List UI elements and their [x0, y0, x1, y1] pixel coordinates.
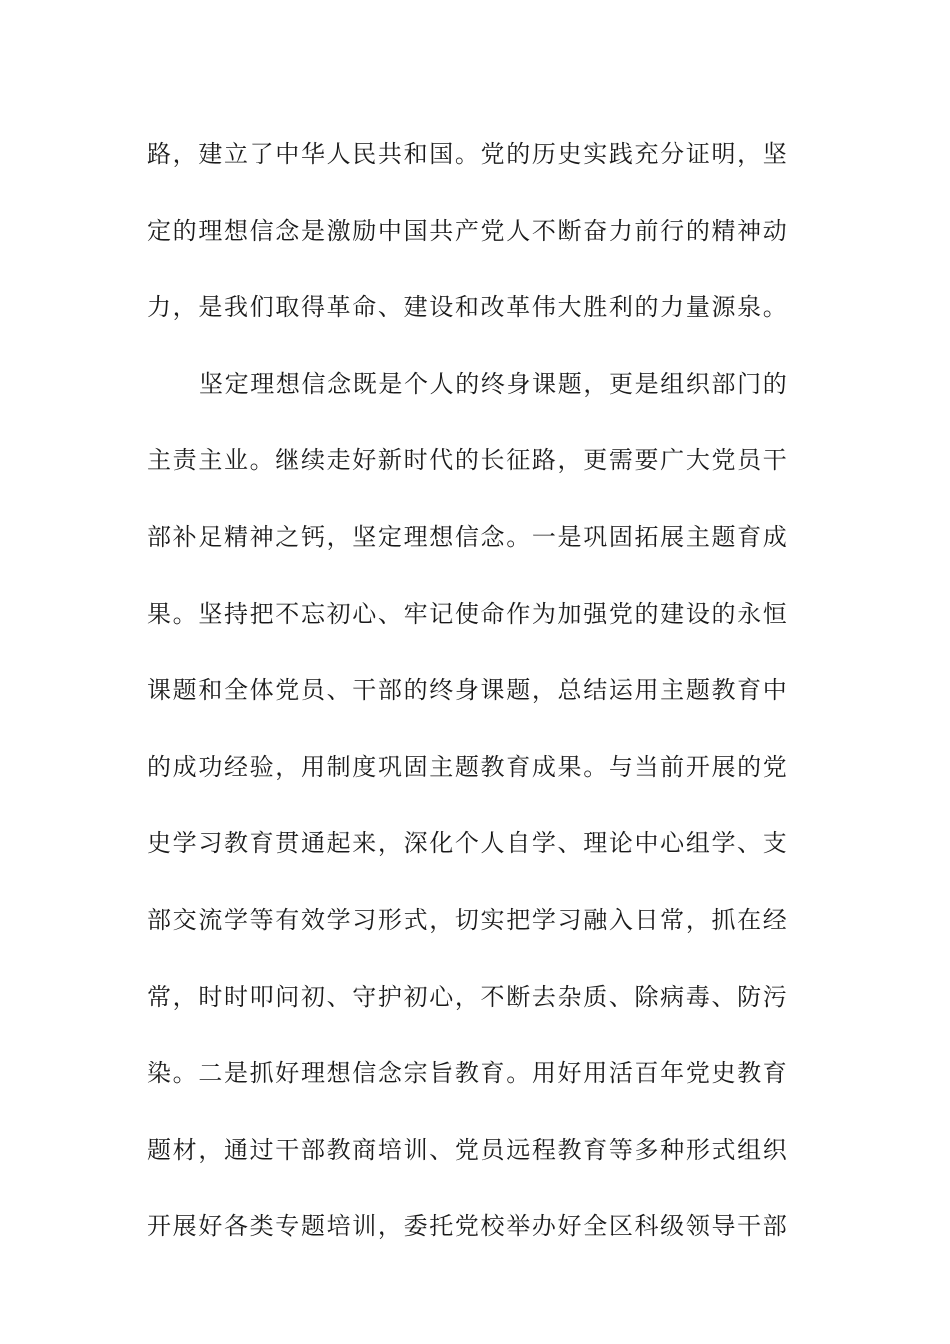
text-line: 题材，通过干部教商培训、党员远程教育等多种形式组织 — [147, 1135, 787, 1164]
text-line: 力，是我们取得革命、建设和改革伟大胜利的力量源泉。 — [147, 293, 787, 322]
text-line: 课题和全体党员、干部的终身课题，总结运用主题教育中 — [147, 676, 787, 705]
text-line: 的成功经验，用制度巩固主题教育成果。与当前开展的党 — [147, 752, 787, 781]
text-line: 果。坚持把不忘初心、牢记使命作为加强党的建设的永恒 — [147, 599, 787, 628]
text-line: 部交流学等有效学习形式，切实把学习融入日常，抓在经 — [147, 905, 787, 934]
text-line: 主责主业。继续走好新时代的长征路，更需要广大党员干 — [147, 446, 787, 475]
text-line: 史学习教育贯通起来，深化个人自学、理论中心组学、支 — [147, 829, 787, 858]
text-line: 部补足精神之钙，坚定理想信念。一是巩固拓展主题育成 — [147, 522, 787, 551]
text-line: 定的理想信念是激励中国共产党人不断奋力前行的精神动 — [147, 216, 787, 245]
text-line: 开展好各类专题培训，委托党校举办好全区科级领导干部 — [147, 1212, 787, 1241]
document-body — [147, 128, 787, 1277]
text-line: 路，建立了中华人民共和国。党的历史实践充分证明，坚 — [147, 140, 787, 168]
text-line: 染。二是抓好理想信念宗旨教育。用好用活百年党史教育 — [147, 1059, 787, 1088]
text-line: 常，时时叩问初、守护初心，不断去杂质、除病毒、防污 — [147, 982, 787, 1011]
paragraph-first-line: 坚定理想信念既是个人的终身课题，更是组织部门的 — [199, 369, 787, 398]
